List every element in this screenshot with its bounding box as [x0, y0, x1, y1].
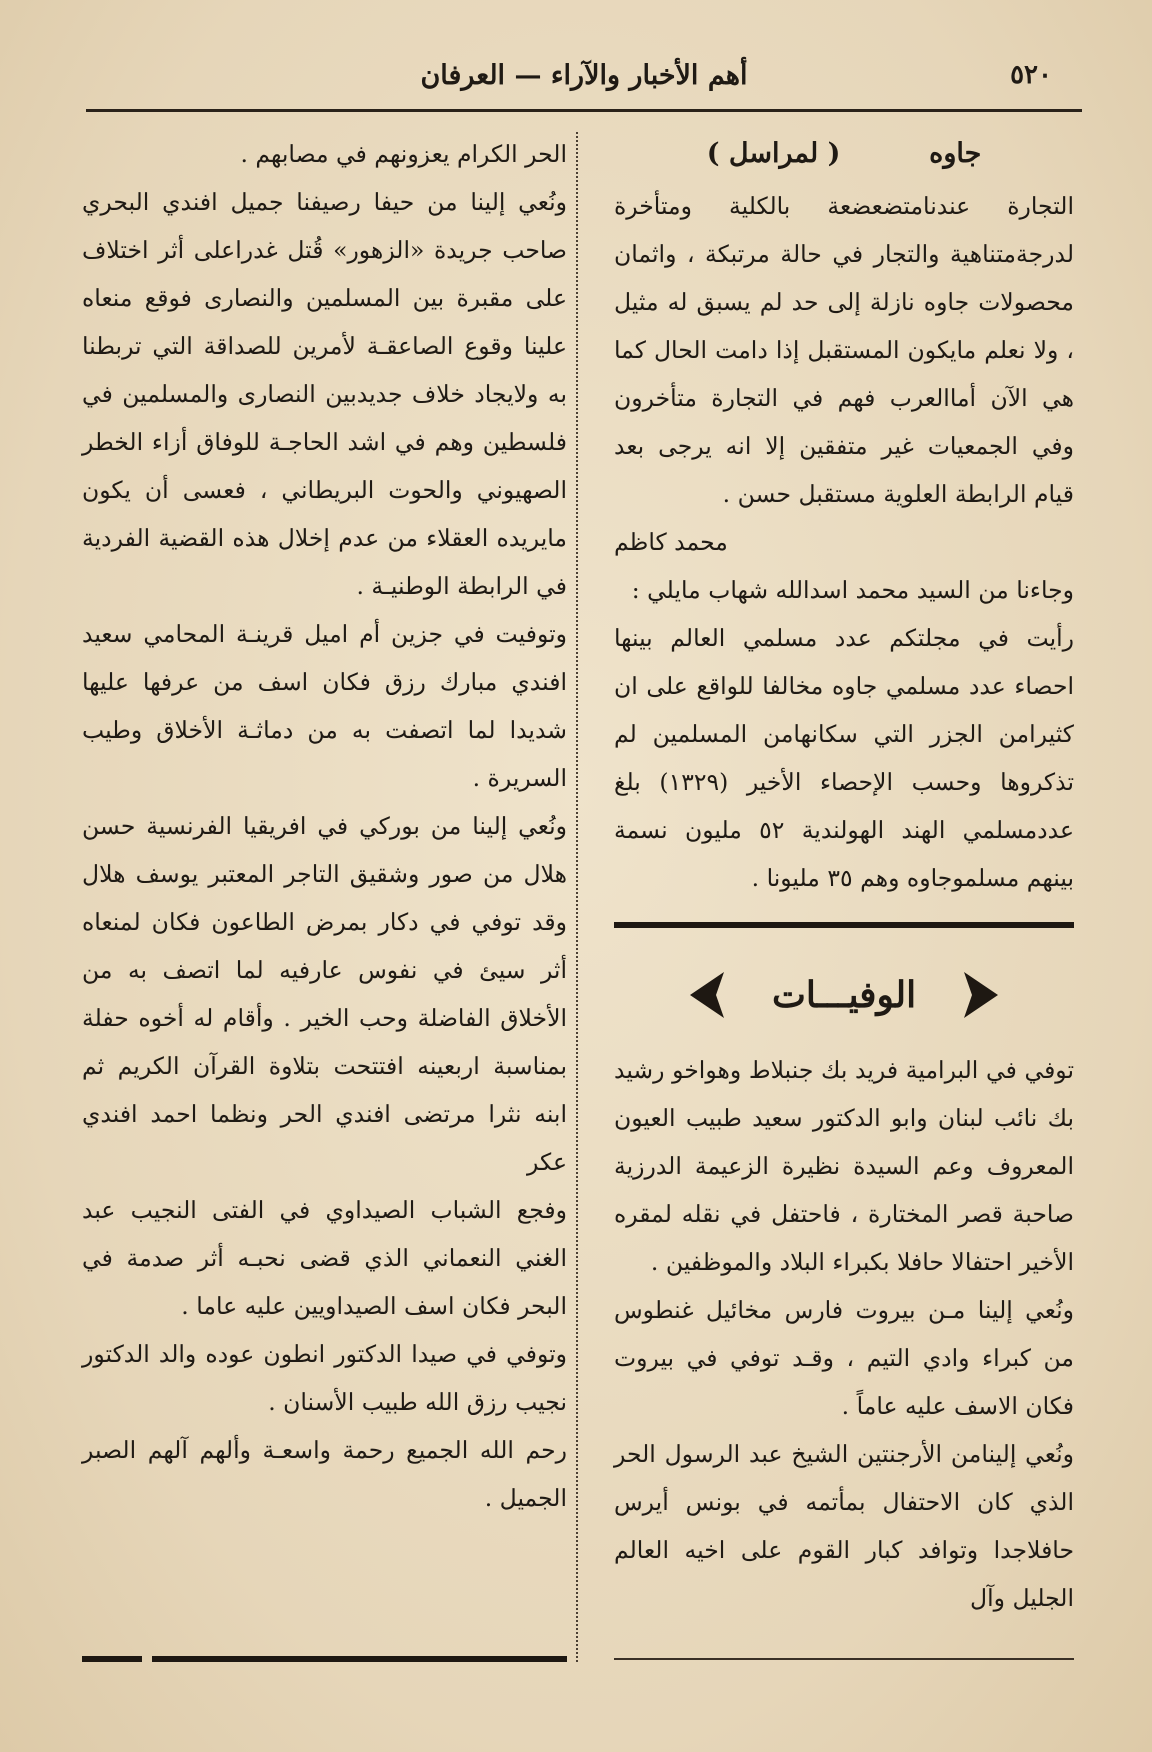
- obituary-al-hurr: ونُعي إلينامن الأرجنتين الشيخ عبد الرسول الحر الذي كان الاحتفال بمأتمه في بونس أيرس حافلاجدا وتوافد كبار القوم على اخيه العالم الجليل وآل: [614, 1440, 1074, 1612]
- obituary-ghantous: ونُعي إلينا مـن بيروت فارس مخائيل غنطوس من كبراء وادي التيم ، وقـد توفي في بيروت فكان الاسف عليه عاماً .: [614, 1296, 1074, 1420]
- column-divider: [576, 132, 578, 1662]
- obituaries-title: الوفيـــات: [771, 974, 917, 1016]
- java-section-heading: [614, 130, 1074, 178]
- obituary-umm-emile: وتوفيت في جزين أم اميل قرينـة المحامي سعيد افندي مبارك رزق فكان اسف من عرفها عليها شديدا لما اتصفت به من دماثـة الأخلاق وطيب السريرة .: [82, 620, 567, 792]
- right-ornament-icon: [954, 968, 1006, 1022]
- bottom-rule-left: [82, 1656, 567, 1662]
- bottom-rule-right: [614, 1658, 1074, 1660]
- continuation-paragraph: الحر الكرام يعزونهم في مصابهم .: [240, 140, 567, 168]
- java-section-subtitle: ( لمراسل ): [706, 138, 841, 169]
- running-title: أهم الأخبار والآراء — العرفان: [420, 60, 748, 91]
- java-section-title: جاوه: [929, 138, 982, 169]
- page-header: [86, 52, 1082, 112]
- java-report-signature: محمد كاظم: [614, 528, 728, 556]
- letter-intro: وجاءنا من السيد محمد اسدالله شهاب مايلي :: [631, 576, 1074, 604]
- obituary-bahri: ونُعي إلينا من حيفا رصيفنا جميل افندي البحري صاحب جريدة «الزهور» قُتل غدراعلى أثر اختلاف على مقبرة بين المسلمين والنصارى فوقع منعاه علينا وقوع الصاعقـة لأمرين للصداقة التي تربطنا به ولايجاد خلاف جديدبين النصارى والمسلمين في فلسطين وهم في اشد الحاجـة للوفاق أزاء الخطر الصهيوني والحوت البريطاني ، فعسى أن يكون مايريده العقلاء من عدم إخلال هذه القضية الفردية في الرابطة الوطنيـة .: [82, 188, 567, 600]
- left-column: [82, 130, 567, 1522]
- obituary-numani: وفجع الشباب الصيداوي في الفتى النجيب عبد الغني النعماني الذي قضى نحبـه أثر صدمة في البحر فكان اسف الصيداويين عليه عاما .: [82, 1196, 567, 1320]
- right-column: [614, 130, 1074, 1622]
- header-rule: [86, 109, 1082, 112]
- letter-body: رأيت في مجلتكم عدد مسلمي العالم بينها احصاء عدد مسلمي جاوه مخالفا للواقع على ان كثيرامن الجزر التي سكانهامن المسلمين لم تذكروها وحسب الإحصاء الأخير (١٣٢٩) بلغ عددمسلمي الهند الهولندية ٥٢ مليون نسمة بينهم مسلموجاوه وهم ٣٥ مليونا .: [614, 624, 1075, 892]
- obituaries-heading: [614, 950, 1074, 1040]
- closing-prayer: رحم الله الجميع رحمة واسعـة وألهم آلهم الصبر الجميل .: [82, 1436, 567, 1512]
- obituary-hilal: ونُعي إلينا من بوركي في افريقيا الفرنسية حسن هلال من صور وشقيق التاجر المعتبر يوسف هلال وقد توفي في دكار بمرض الطاعون فكان لمنعاه أثر سيئ في نفوس عارفيه لما اتصف به من الأخلاق الفاضلة وحب الخير . وأقام له أخوه حفلة بمناسبة اربعينه افتتحت بتلاوة القرآن الكريم ثم ابنه نثرا مرتضى افندي الحر ونظما احمد افندي عكر: [82, 812, 567, 1176]
- page-number: ٥٢٠: [1010, 60, 1052, 90]
- section-rule: [614, 922, 1074, 928]
- java-report-paragraph: التجارة عندنامتضعضعة بالكلية ومتأخرة لدرجةمتناهية والتجار في حالة مرتبكة ، واثمان محصولات جاوه نازلة إلى حد لم يسبق له مثيل ، ولا نعلم مايكون المستقبل إذا دامت الحال كما هي الآن أماالعرب فهم في التجارة متأخرون وفي الجمعيات غير متفقين إلا انه يرجى بعد قيام الرابطة العلوية مستقبل حسن .: [614, 192, 1074, 508]
- obituary-jumblatt: توفي في البرامية فريد بك جنبلاط وهواخو رشيد بك نائب لبنان وابو الدكتور سعيد طبيب العيون المعروف وعم السيدة نظيرة الزعيمة الدرزية صاحبة قصر المختارة ، فاحتفل في نقله لمقره الأخير احتفالا حافلا بكبراء البلاد والموظفين .: [614, 1056, 1074, 1276]
- left-ornament-icon: [682, 968, 734, 1022]
- obituary-audeh: وتوفي في صيدا الدكتور انطون عوده والد الدكتور نجيب رزق الله طبيب الأسنان .: [82, 1340, 567, 1416]
